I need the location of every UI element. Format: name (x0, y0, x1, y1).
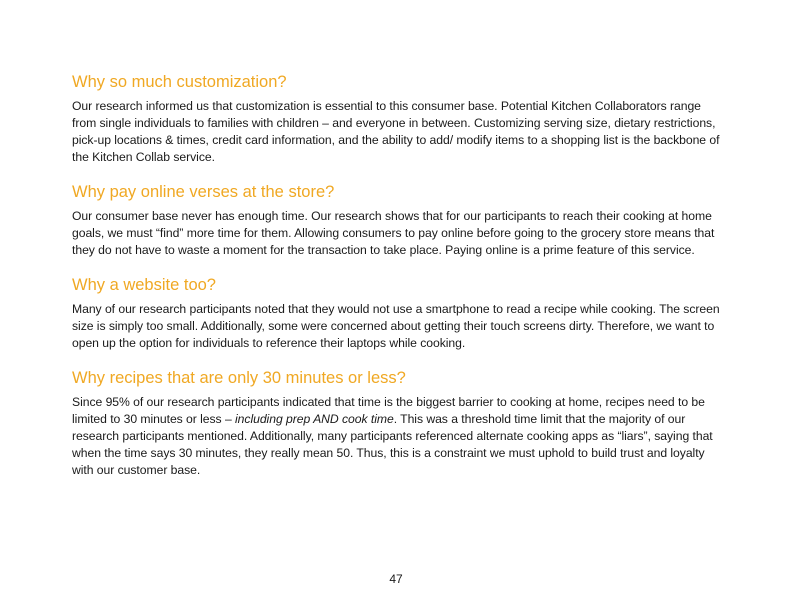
section-body-text: . This was a threshold time limit that the majority of our research participants mentioned. Additionally, many participants referenced alternate cooking apps as “liars”, saying that when the time says 30 minutes, they really mean 50. Thus, this is a constraint we must uphold to build trust and loyalty with our customer base. (72, 412, 713, 477)
section-30-minute-recipes (72, 368, 724, 479)
section-body: Our consumer base never has enough time. Our research shows that for our participants to reach their cooking at home goals, we must “find” more time for them. Allowing consumers to pay online before going to the grocery store means that they do not have to waste a moment for the transaction to take place. Paying online is a prime feature of this service. (72, 209, 715, 257)
section-website (72, 275, 724, 352)
section-body (72, 394, 724, 479)
section-heading: Why recipes that are only 30 minutes or less? (72, 369, 406, 387)
section-customization (72, 72, 724, 166)
section-heading: Why pay online verses at the store? (72, 183, 335, 201)
section-body: Many of our research participants noted that they would not use a smartphone to read a recipe while cooking. The screen size is simply too small. Additionally, some were concerned about getting their touch screens dirty. Therefore, we want to open up the option for individuals to reference their laptops while cooking. (72, 302, 720, 350)
section-body-text: Since 95% of our research participants indicated that time is the biggest barrier to cooking at home, recipes need to be limited to 30 minutes or less – (72, 395, 705, 426)
section-heading: Why so much customization? (72, 73, 287, 91)
section-heading: Why a website too? (72, 276, 216, 294)
section-pay-online (72, 182, 724, 259)
section-body-emphasis: including prep AND cook time (235, 412, 394, 426)
page-number: 47 (389, 572, 403, 586)
section-body: Our research informed us that customization is essential to this consumer base. Potential Kitchen Collaborators range from single individuals to families with children – and everyone in between. Customizing serving size, dietary restrictions, pick-up locations & times, credit card information, and the ability to add/ modify items to a shopping list is the backbone of the Kitchen Collab service. (72, 99, 720, 164)
document-page (72, 72, 724, 495)
